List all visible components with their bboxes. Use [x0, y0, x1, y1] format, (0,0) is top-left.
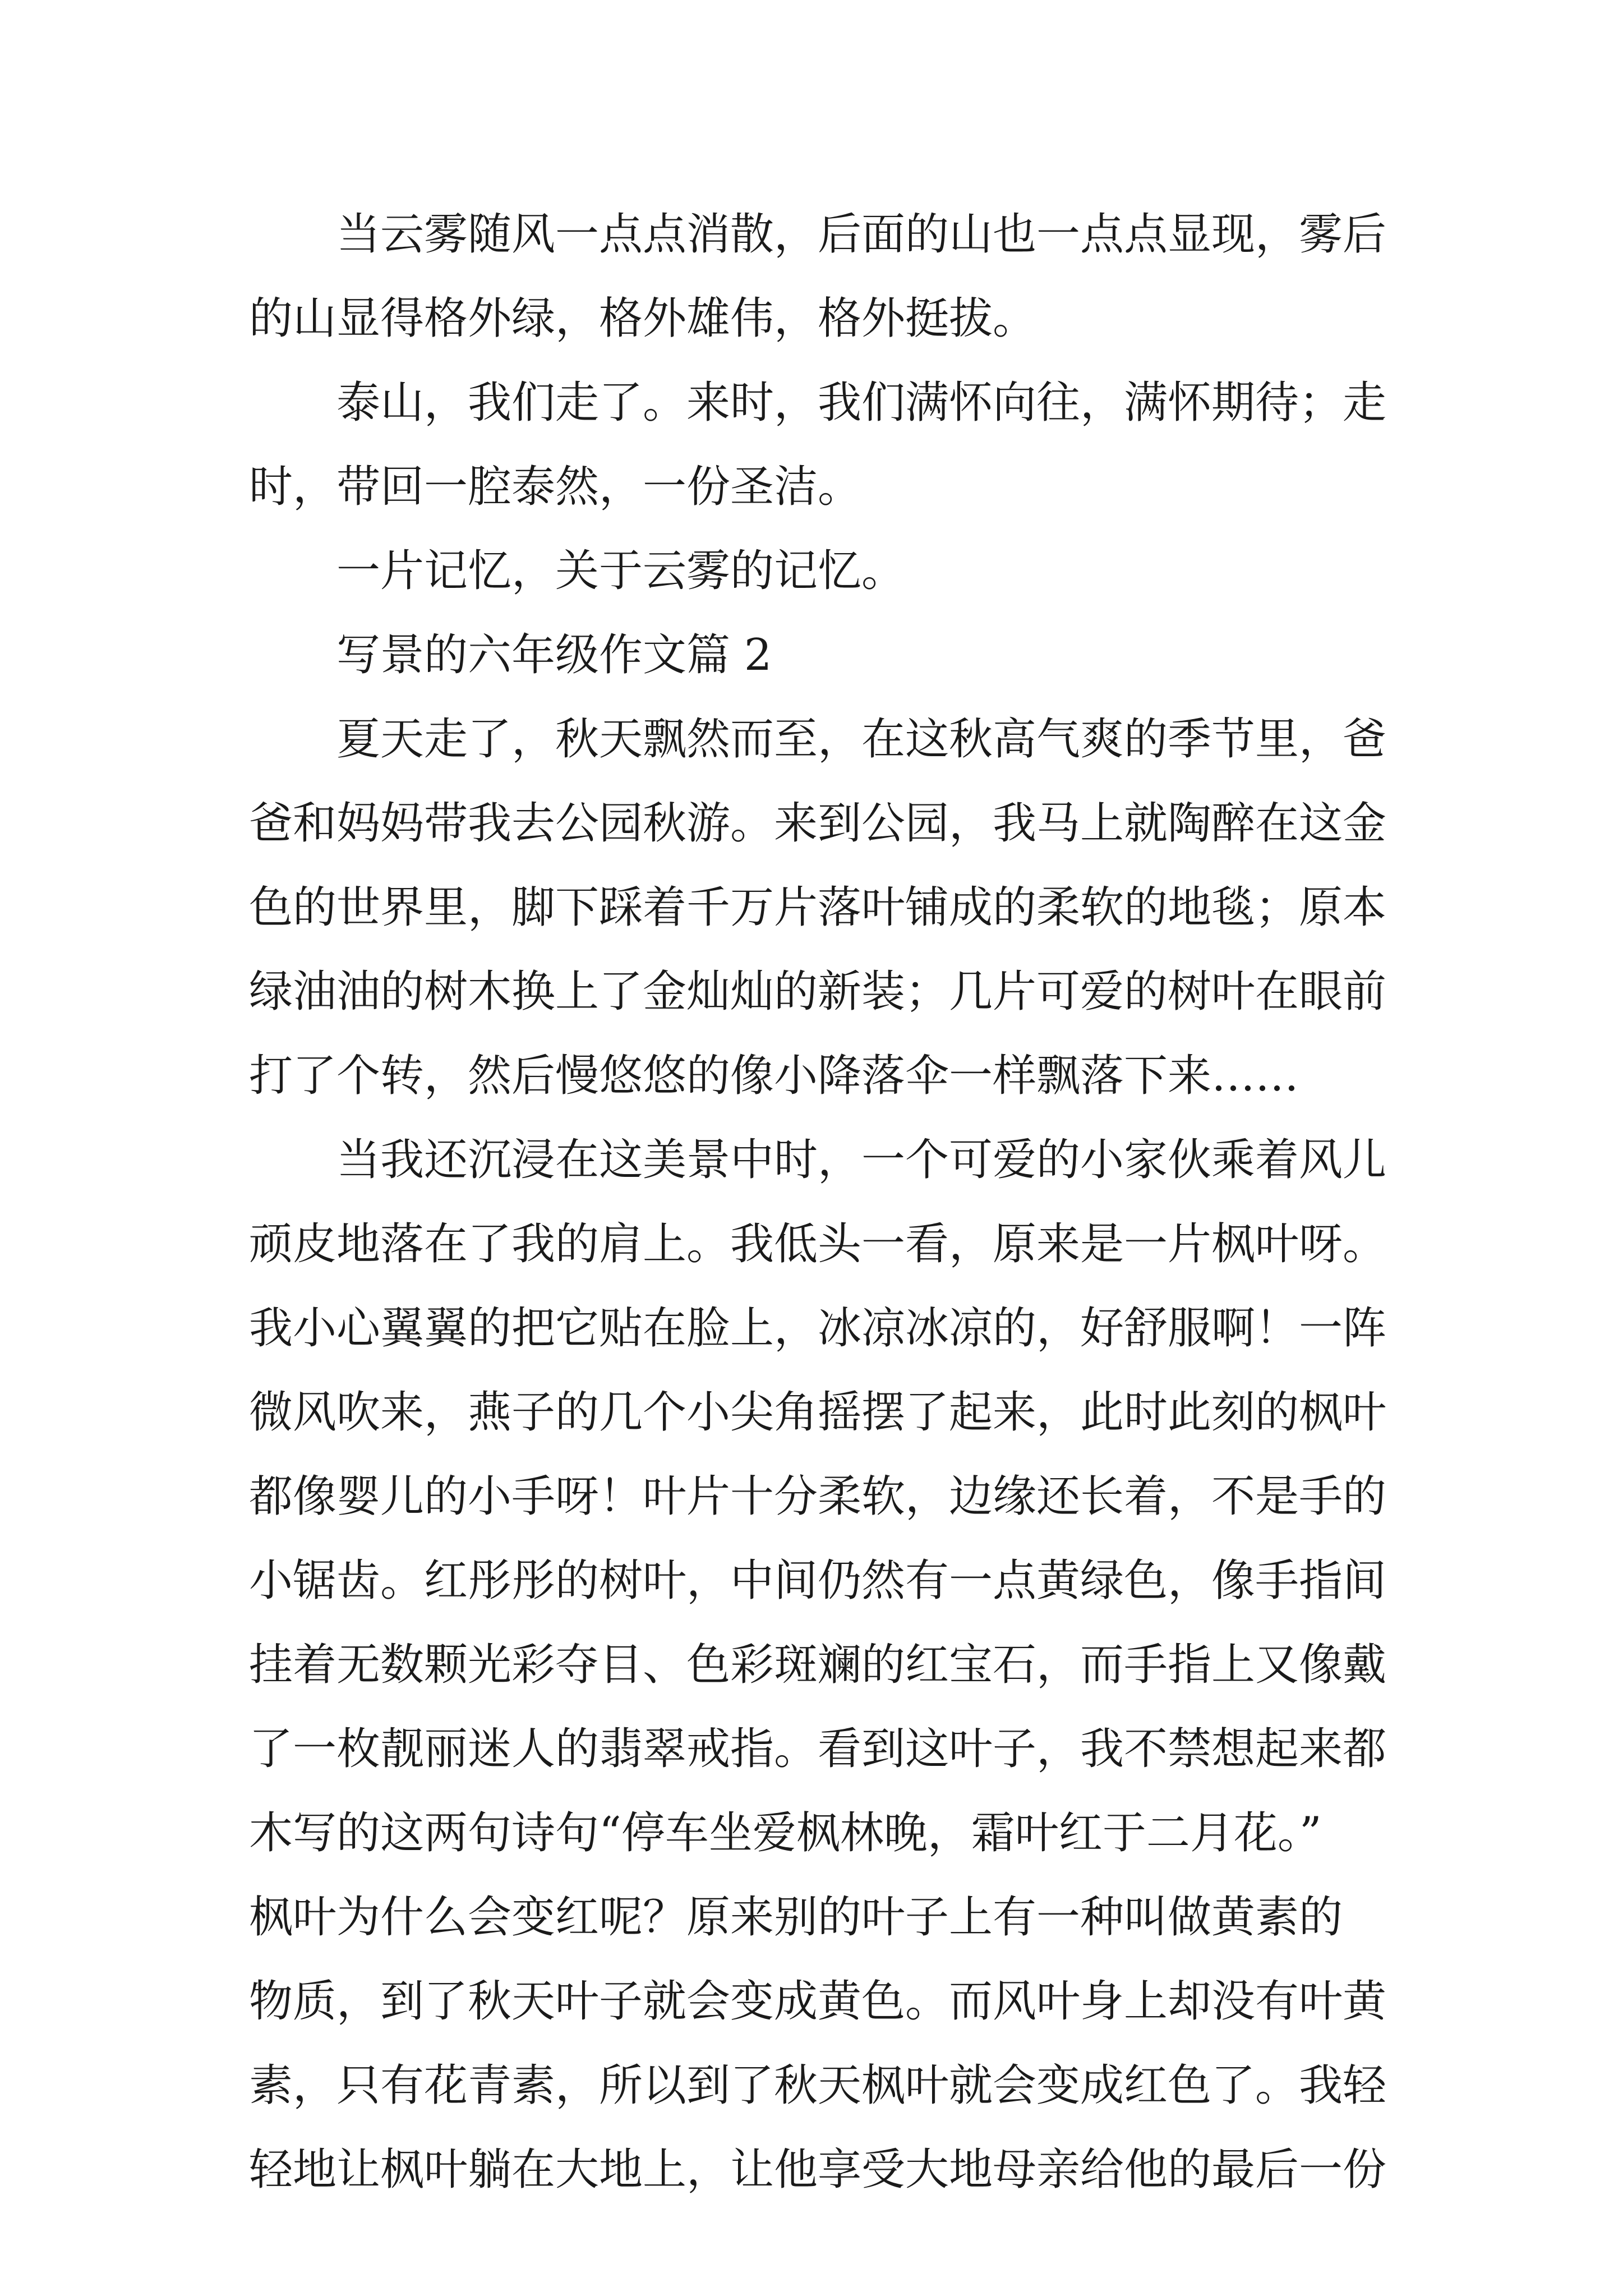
- text-line: 泰山，我们走了。来时，我们满怀向往，满怀期待；走: [249, 378, 1387, 428]
- text-line: 轻地让枫叶躺在大地上，让他享受大地母亲给他的最后一份: [249, 2145, 1387, 2195]
- text-line: 一片记忆，关于云雾的记忆。: [249, 546, 906, 596]
- text-line: 素，只有花青素，所以到了秋天枫叶就会变成红色了。我轻: [249, 2060, 1387, 2111]
- text-line: 微风吹来，燕子的几个小尖角摇摆了起来，此时此刻的枫叶: [249, 1387, 1387, 1438]
- text-line: 夏天走了，秋天飘然而至，在这秋高气爽的季节里，爸: [249, 714, 1387, 765]
- text-line: 打了个转，然后慢悠悠的像小降落伞一样飘落下来……: [249, 1051, 1299, 1101]
- text-line: 了一枚靓丽迷人的翡翠戒指。看到这叶子，我不禁想起来都: [249, 1724, 1387, 1774]
- text-line: 的山显得格外绿，格外雄伟，格外挺拔。: [249, 293, 1037, 344]
- text-line: 我小心翼翼的把它贴在脸上，冰凉冰凉的，好舒服啊！一阵: [249, 1303, 1387, 1354]
- text-line: 爸和妈妈带我去公园秋游。来到公园，我马上就陶醉在这金: [249, 798, 1387, 849]
- section-heading: 写景的六年级作文篇 2: [249, 630, 772, 680]
- text-line: 枫叶为什么会变红呢？原来别的叶子上有一种叫做黄素的: [249, 1892, 1343, 1943]
- text-line: 当我还沉浸在这美景中时，一个可爱的小家伙乘着风儿: [249, 1135, 1387, 1185]
- text-line: 当云雾随风一点点消散，后面的山也一点点显现，雾后: [249, 209, 1387, 260]
- text-line: 顽皮地落在了我的肩上。我低头一看，原来是一片枫叶呀。: [249, 1219, 1387, 1269]
- text-line: 木写的这两句诗句“停车坐爱枫林晚，霜叶红于二月花。”: [249, 1808, 1322, 1858]
- text-line: 色的世界里，脚下踩着千万片落叶铺成的柔软的地毯；原本: [249, 882, 1387, 933]
- text-line: 挂着无数颗光彩夺目、色彩斑斓的红宝石，而手指上又像戴: [249, 1640, 1387, 1690]
- text-line: 小锯齿。红彤彤的树叶，中间仍然有一点黄绿色，像手指间: [249, 1556, 1387, 1606]
- text-line: 物质，到了秋天叶子就会变成黄色。而风叶身上却没有叶黄: [249, 1976, 1387, 2027]
- text-line: 都像婴儿的小手呀！叶片十分柔软，边缘还长着，不是手的: [249, 1471, 1387, 1522]
- text-line: 时，带回一腔泰然，一份圣洁。: [249, 462, 862, 512]
- text-line: 绿油油的树木换上了金灿灿的新装；几片可爱的树叶在眼前: [249, 967, 1387, 1017]
